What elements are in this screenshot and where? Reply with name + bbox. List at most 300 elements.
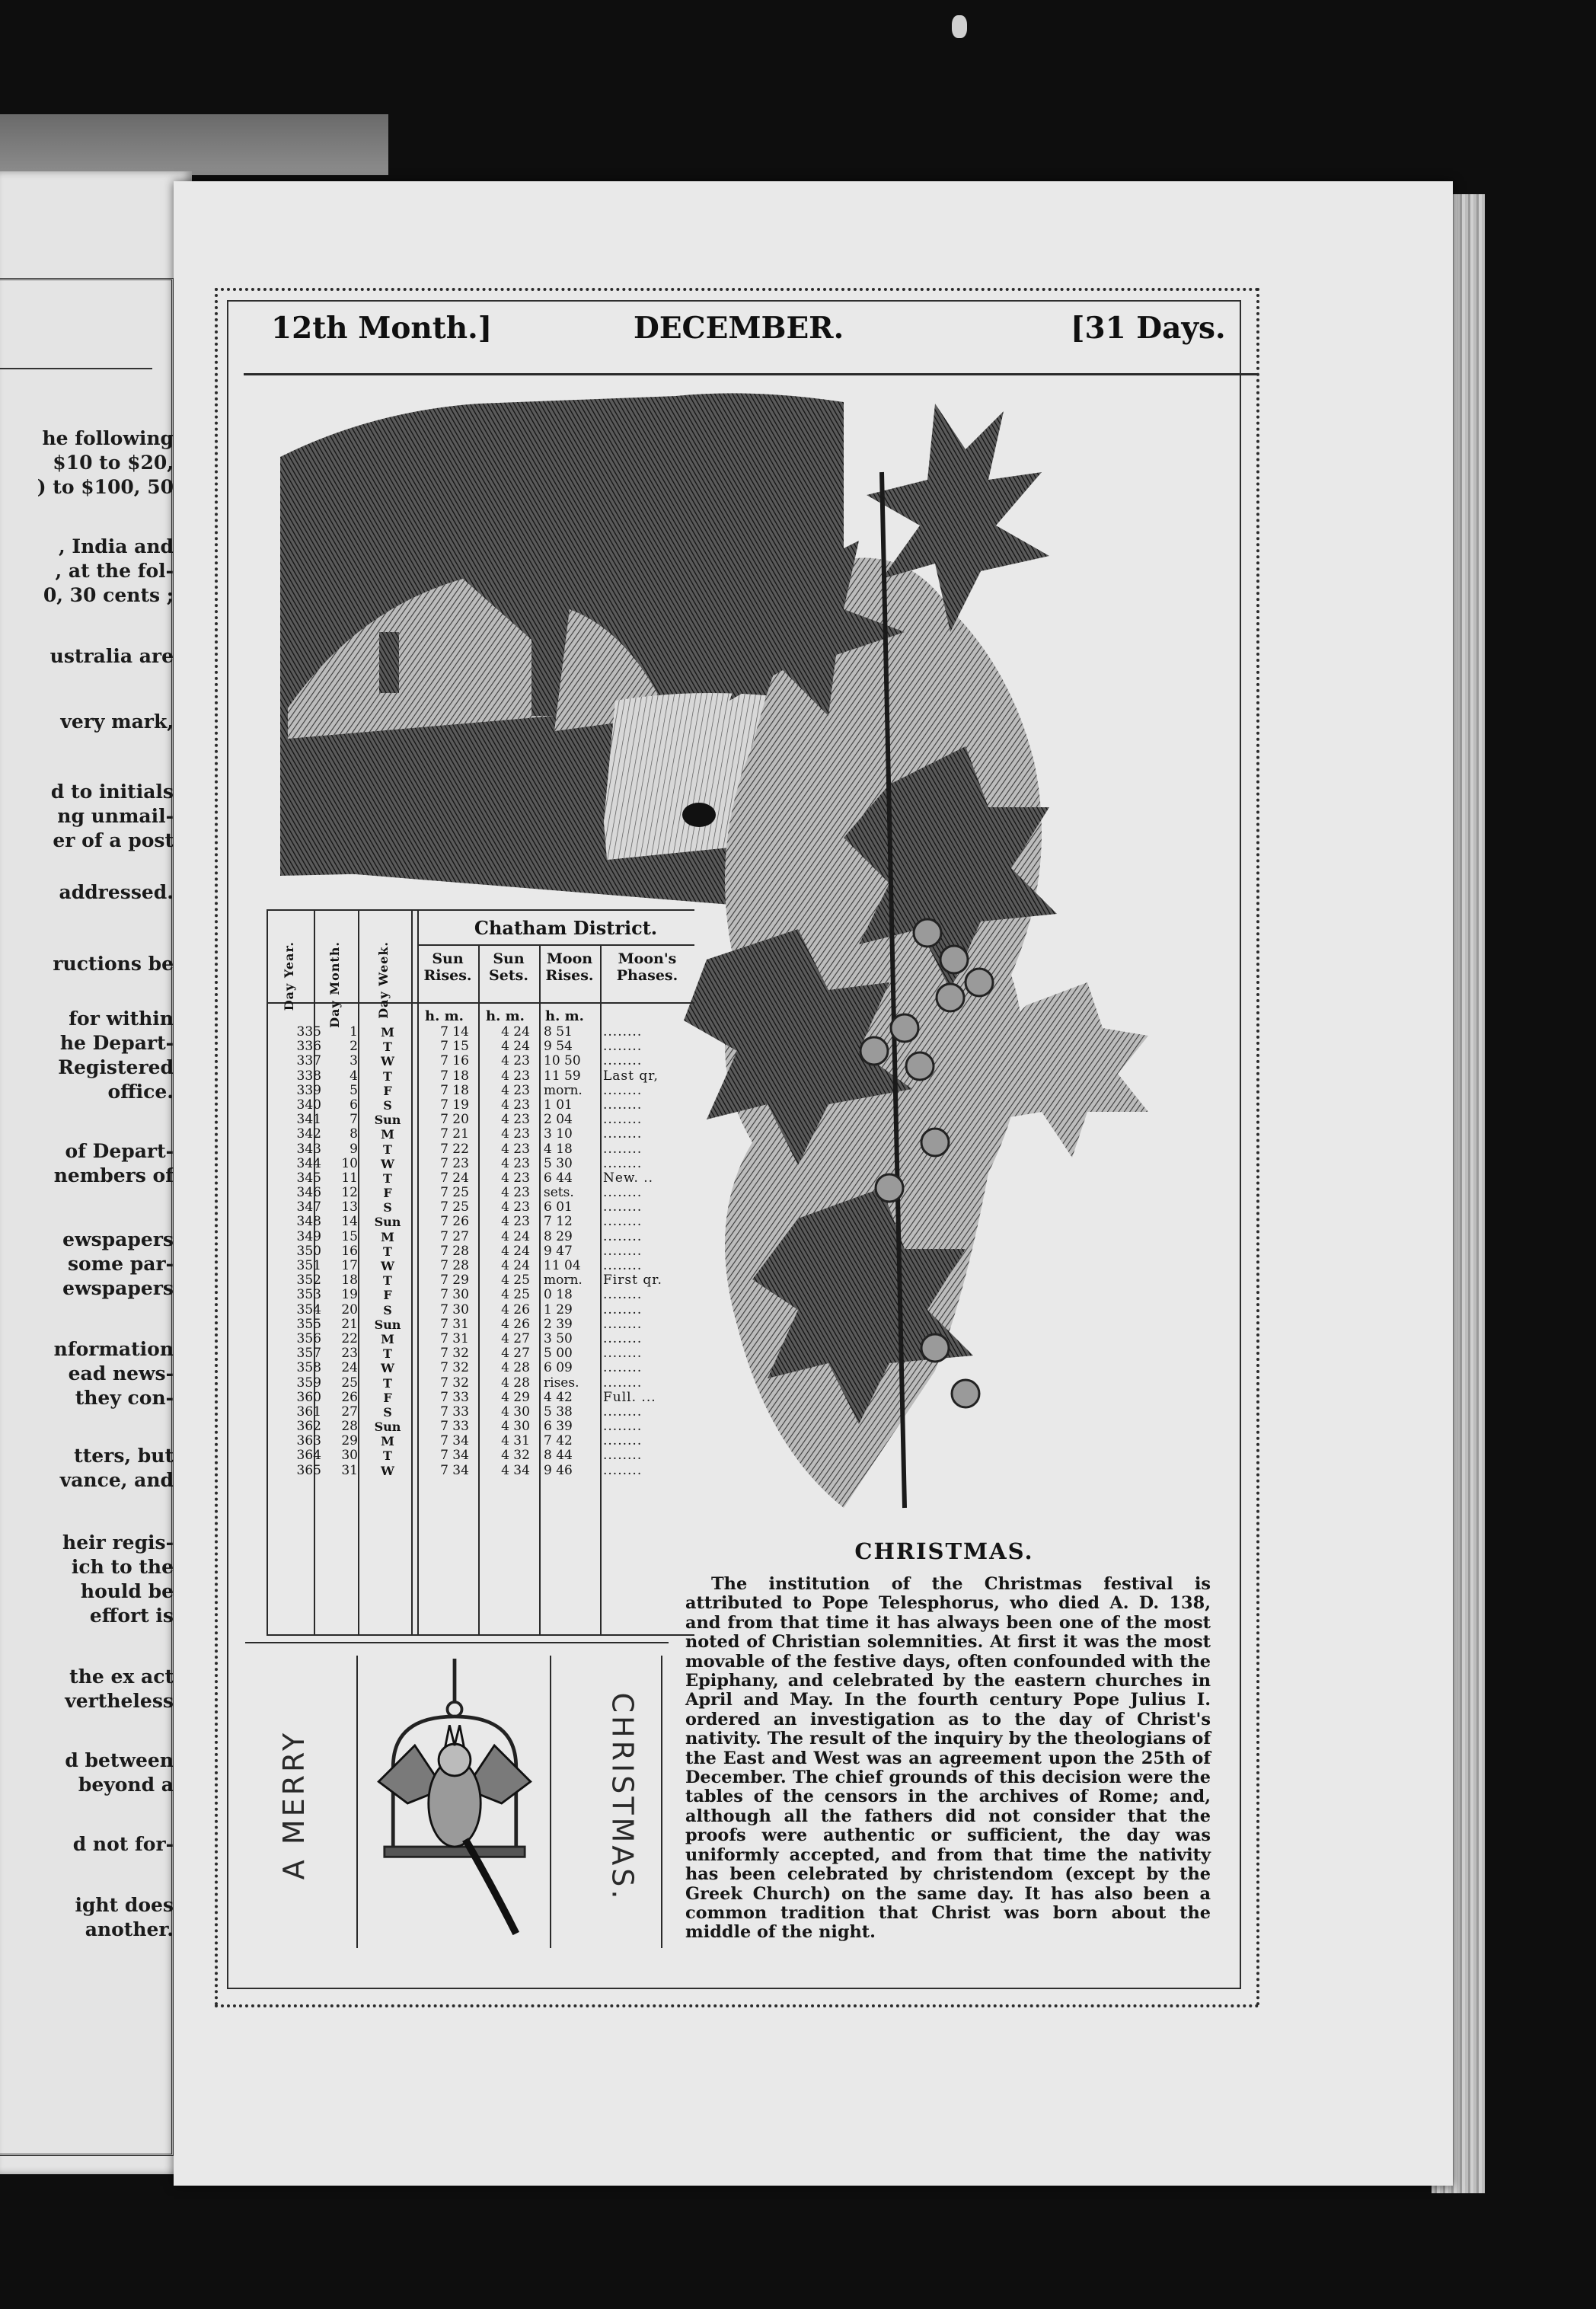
sun-rises: 7 32 bbox=[440, 1346, 469, 1362]
calendar-row bbox=[268, 1288, 694, 1302]
calendar-row bbox=[268, 1361, 694, 1375]
moon-rises: 9 54 bbox=[544, 1039, 573, 1055]
sun-sets: 4 23 bbox=[501, 1199, 530, 1215]
month-name: DECEMBER. bbox=[634, 311, 844, 346]
moon-phase: ........ bbox=[603, 1375, 643, 1391]
moon-phase: ........ bbox=[603, 1141, 643, 1157]
sun-sets: 4 29 bbox=[501, 1389, 530, 1405]
day-of-year: 356 bbox=[296, 1330, 321, 1346]
moon-rises: 7 42 bbox=[544, 1433, 573, 1449]
sun-rises: 7 31 bbox=[440, 1330, 469, 1346]
day-of-month: 6 bbox=[350, 1097, 358, 1113]
month-number: 12th Month.] bbox=[271, 311, 493, 346]
days-count: [31 Days. bbox=[1071, 311, 1226, 346]
moon-phase: ........ bbox=[603, 1360, 643, 1376]
moon-phase: ........ bbox=[603, 1097, 643, 1113]
moon-rises: 2 39 bbox=[544, 1316, 573, 1332]
moon-rises: 6 44 bbox=[544, 1170, 573, 1186]
day-of-year: 365 bbox=[296, 1462, 321, 1478]
sun-rises: 7 29 bbox=[440, 1273, 469, 1289]
left-page-line: d to initials bbox=[50, 781, 174, 803]
hm-sun-sets: h. m. bbox=[486, 1008, 525, 1024]
day-of-week: Sun bbox=[374, 1113, 401, 1128]
day-of-month: 4 bbox=[350, 1068, 358, 1084]
day-of-week: S bbox=[383, 1097, 392, 1113]
moon-phases-header: Moon's Phases. bbox=[616, 950, 678, 984]
glare-spot bbox=[952, 15, 967, 38]
calendar-row bbox=[268, 1025, 694, 1040]
day-of-year: 341 bbox=[296, 1112, 321, 1128]
parrot-in-cage-illustration bbox=[359, 1659, 550, 1948]
calendar-row bbox=[268, 1200, 694, 1215]
sun-sets: 4 34 bbox=[501, 1462, 530, 1478]
day-of-month: 2 bbox=[350, 1039, 358, 1055]
district-title: Chatham District. bbox=[474, 917, 658, 939]
left-page-line: he following bbox=[42, 427, 174, 449]
sun-sets: 4 28 bbox=[501, 1375, 530, 1391]
sun-rises-header: Sun Rises. bbox=[423, 950, 472, 984]
day-of-year: 364 bbox=[296, 1448, 321, 1464]
moon-phase: ........ bbox=[603, 1287, 643, 1303]
calendar-row bbox=[268, 1244, 694, 1259]
article-body bbox=[685, 1575, 1211, 1943]
col-day-year: Day Year. bbox=[282, 941, 296, 1011]
day-of-year: 339 bbox=[296, 1082, 321, 1098]
moon-rises: morn. bbox=[544, 1273, 583, 1289]
sun-sets: 4 27 bbox=[501, 1346, 530, 1362]
moon-phase: ........ bbox=[603, 1316, 643, 1332]
day-of-month: 1 bbox=[350, 1024, 358, 1040]
day-of-week: F bbox=[383, 1083, 392, 1098]
left-page-line: some par- bbox=[67, 1253, 174, 1275]
day-of-year: 360 bbox=[296, 1389, 321, 1405]
hm-moon-rises: h. m. bbox=[545, 1008, 584, 1024]
moon-rises: 2 04 bbox=[544, 1112, 573, 1128]
moon-rises: 11 59 bbox=[544, 1068, 581, 1084]
calendar-row bbox=[268, 1171, 694, 1186]
left-page-line: heir regis- bbox=[62, 1531, 174, 1554]
sun-sets: 4 25 bbox=[501, 1273, 530, 1289]
header-rule bbox=[417, 944, 694, 946]
day-of-month: 24 bbox=[341, 1360, 358, 1376]
sun-sets: 4 23 bbox=[501, 1141, 530, 1157]
moon-phase: ........ bbox=[603, 1039, 643, 1055]
sun-rises: 7 14 bbox=[440, 1024, 469, 1040]
left-page-line: ewspapers bbox=[62, 1228, 174, 1250]
moon-phase: ........ bbox=[603, 1024, 643, 1040]
day-of-week: Sun bbox=[374, 1420, 401, 1435]
left-page-line: d not for- bbox=[72, 1833, 174, 1855]
left-page-line: er of a post bbox=[53, 829, 174, 851]
day-of-month: 9 bbox=[350, 1141, 358, 1157]
left-page-line: of Depart- bbox=[65, 1140, 174, 1162]
day-of-month: 27 bbox=[341, 1404, 358, 1420]
moon-phase: New. .. bbox=[603, 1170, 654, 1186]
day-of-year: 347 bbox=[296, 1199, 321, 1215]
day-of-week: T bbox=[383, 1273, 392, 1289]
moon-phase: ........ bbox=[603, 1155, 643, 1171]
day-of-week: T bbox=[383, 1244, 392, 1259]
left-page bbox=[0, 171, 192, 2174]
sun-sets: 4 32 bbox=[501, 1448, 530, 1464]
moon-phase: ........ bbox=[603, 1404, 643, 1420]
moon-phase: ........ bbox=[603, 1112, 643, 1128]
day-of-year: 343 bbox=[296, 1141, 321, 1157]
article-title: CHRISTMAS. bbox=[854, 1538, 1034, 1564]
moon-rises: 4 18 bbox=[544, 1141, 573, 1157]
sun-rises: 7 32 bbox=[440, 1360, 469, 1376]
calendar-row bbox=[268, 1113, 694, 1127]
moon-phase: ........ bbox=[603, 1346, 643, 1362]
left-page-line: vance, and bbox=[59, 1469, 174, 1491]
day-of-week: T bbox=[383, 1448, 392, 1464]
sun-sets: 4 24 bbox=[501, 1258, 530, 1273]
day-of-year: 355 bbox=[296, 1316, 321, 1332]
moon-phase: Full. ... bbox=[603, 1389, 656, 1405]
calendar-row bbox=[268, 1405, 694, 1420]
calendar-rows bbox=[268, 1025, 694, 1478]
day-of-year: 342 bbox=[296, 1126, 321, 1142]
left-page-line: ight does bbox=[75, 1894, 174, 1916]
calendar-row bbox=[268, 1332, 694, 1346]
sun-sets: 4 24 bbox=[501, 1228, 530, 1244]
greeting-left: A MERRY bbox=[277, 1729, 311, 1880]
day-of-month: 18 bbox=[341, 1273, 358, 1289]
moon-rises: 6 01 bbox=[544, 1199, 573, 1215]
sun-sets: 4 30 bbox=[501, 1419, 530, 1435]
calendar-row bbox=[268, 1273, 694, 1288]
sun-sets: 4 23 bbox=[501, 1126, 530, 1142]
sun-sets: 4 24 bbox=[501, 1024, 530, 1040]
moon-rises: rises. bbox=[544, 1375, 579, 1391]
left-page-rule bbox=[0, 368, 152, 369]
day-of-year: 344 bbox=[296, 1155, 321, 1171]
moon-phase: ........ bbox=[603, 1228, 643, 1244]
left-page-line: d between bbox=[65, 1749, 174, 1771]
day-of-year: 362 bbox=[296, 1419, 321, 1435]
day-of-month: 16 bbox=[341, 1243, 358, 1259]
moon-rises: 1 29 bbox=[544, 1301, 573, 1317]
day-of-week: T bbox=[383, 1346, 392, 1362]
moon-rises: 3 10 bbox=[544, 1126, 573, 1142]
calendar-row bbox=[268, 1054, 694, 1068]
moon-rises: 4 42 bbox=[544, 1389, 573, 1405]
sun-rises: 7 18 bbox=[440, 1068, 469, 1084]
day-of-month: 31 bbox=[341, 1462, 358, 1478]
calendar-row bbox=[268, 1069, 694, 1084]
left-page-line: another. bbox=[85, 1918, 174, 1940]
sun-sets: 4 23 bbox=[501, 1082, 530, 1098]
left-page-line: Registered bbox=[58, 1056, 174, 1078]
day-of-year: 359 bbox=[296, 1375, 321, 1391]
day-of-year: 353 bbox=[296, 1287, 321, 1303]
sun-sets: 4 27 bbox=[501, 1330, 530, 1346]
hm-sun-rises: h. m. bbox=[425, 1008, 464, 1024]
calendar-row bbox=[268, 1142, 694, 1157]
sun-sets: 4 31 bbox=[501, 1433, 530, 1449]
calendar-row bbox=[268, 1259, 694, 1273]
day-of-month: 12 bbox=[341, 1185, 358, 1201]
moon-phase: ........ bbox=[603, 1053, 643, 1069]
left-page-line: for within bbox=[69, 1008, 174, 1030]
calendar-row bbox=[268, 1157, 694, 1171]
left-page-line: very mark, bbox=[60, 711, 174, 733]
day-of-month: 8 bbox=[350, 1126, 358, 1142]
left-page-line: effort is bbox=[89, 1605, 174, 1627]
sun-sets: 4 24 bbox=[501, 1243, 530, 1259]
day-of-month: 20 bbox=[341, 1301, 358, 1317]
day-of-month: 10 bbox=[341, 1155, 358, 1171]
day-of-year: 357 bbox=[296, 1346, 321, 1362]
moon-rises: morn. bbox=[544, 1082, 583, 1098]
day-of-month: 25 bbox=[341, 1375, 358, 1391]
moon-rises: 10 50 bbox=[544, 1053, 581, 1069]
sun-rises: 7 26 bbox=[440, 1214, 469, 1230]
day-of-year: 335 bbox=[296, 1024, 321, 1040]
day-of-week: W bbox=[381, 1361, 394, 1376]
sun-sets: 4 30 bbox=[501, 1404, 530, 1420]
left-page-line: beyond a bbox=[78, 1774, 174, 1796]
sun-rises: 7 34 bbox=[440, 1448, 469, 1464]
moon-phase: ........ bbox=[603, 1126, 643, 1142]
sun-rises: 7 24 bbox=[440, 1170, 469, 1186]
day-of-year: 350 bbox=[296, 1243, 321, 1259]
sun-rises: 7 15 bbox=[440, 1039, 469, 1055]
greeting-box bbox=[245, 1642, 669, 1948]
day-of-year: 349 bbox=[296, 1228, 321, 1244]
day-of-week: M bbox=[381, 1229, 394, 1244]
sun-sets: 4 23 bbox=[501, 1053, 530, 1069]
sun-rises: 7 34 bbox=[440, 1433, 469, 1449]
day-of-year: 338 bbox=[296, 1068, 321, 1084]
sun-rises: 7 30 bbox=[440, 1301, 469, 1317]
day-of-month: 14 bbox=[341, 1214, 358, 1230]
left-page-line: , at the fol- bbox=[55, 560, 174, 582]
left-page-line: office. bbox=[107, 1081, 174, 1103]
moon-phase: Last qr, bbox=[603, 1068, 659, 1084]
sun-sets: 4 26 bbox=[501, 1316, 530, 1332]
sun-sets: 4 23 bbox=[501, 1112, 530, 1128]
calendar-row bbox=[268, 1215, 694, 1229]
day-of-week: W bbox=[381, 1156, 394, 1171]
sun-sets: 4 23 bbox=[501, 1155, 530, 1171]
moon-phase: ........ bbox=[603, 1433, 643, 1449]
moon-phase: ........ bbox=[603, 1448, 643, 1464]
day-of-year: 352 bbox=[296, 1273, 321, 1289]
day-of-week: F bbox=[383, 1390, 392, 1405]
day-of-week: T bbox=[383, 1068, 392, 1084]
day-of-month: 11 bbox=[341, 1170, 358, 1186]
sun-rises: 7 33 bbox=[440, 1419, 469, 1435]
calendar-row bbox=[268, 1127, 694, 1142]
sun-rises: 7 28 bbox=[440, 1243, 469, 1259]
day-of-week: Sun bbox=[374, 1215, 401, 1230]
moon-rises: 6 39 bbox=[544, 1419, 573, 1435]
day-of-month: 23 bbox=[341, 1346, 358, 1362]
sun-rises: 7 33 bbox=[440, 1389, 469, 1405]
left-page-line: , India and bbox=[58, 535, 174, 557]
calendar-row bbox=[268, 1230, 694, 1244]
left-page-line: the ex act bbox=[69, 1665, 174, 1688]
sun-sets: 4 26 bbox=[501, 1301, 530, 1317]
moon-rises: 5 30 bbox=[544, 1155, 573, 1171]
left-page-line: vertheless bbox=[65, 1690, 174, 1712]
day-of-week: Sun bbox=[374, 1317, 401, 1332]
left-page-line: ustralia are bbox=[49, 645, 174, 667]
day-of-year: 340 bbox=[296, 1097, 321, 1113]
left-page-line: they con- bbox=[75, 1387, 174, 1409]
left-page-line: ng unmail- bbox=[57, 805, 174, 827]
calendar-row bbox=[268, 1448, 694, 1463]
moon-phase: ........ bbox=[603, 1462, 643, 1478]
box-rule bbox=[661, 1656, 662, 1948]
calendar-row bbox=[268, 1391, 694, 1405]
sun-sets-header: Sun Sets. bbox=[489, 950, 528, 984]
day-of-month: 3 bbox=[350, 1053, 358, 1069]
day-of-month: 28 bbox=[341, 1419, 358, 1435]
moon-rises: 5 00 bbox=[544, 1346, 573, 1362]
moon-phase: ........ bbox=[603, 1082, 643, 1098]
day-of-month: 13 bbox=[341, 1199, 358, 1215]
day-of-week: M bbox=[381, 1025, 394, 1040]
day-of-week: W bbox=[381, 1463, 394, 1478]
sun-rises: 7 30 bbox=[440, 1287, 469, 1303]
left-page-line: ) to $100, 50 bbox=[37, 476, 174, 498]
moon-rises: 3 50 bbox=[544, 1330, 573, 1346]
day-of-month: 30 bbox=[341, 1448, 358, 1464]
left-page-line: ead news- bbox=[68, 1362, 174, 1384]
sun-rises: 7 16 bbox=[440, 1053, 469, 1069]
calendar-row bbox=[268, 1420, 694, 1434]
left-page-line: ructions be bbox=[53, 953, 174, 975]
day-of-month: 29 bbox=[341, 1433, 358, 1449]
left-page-line: hould be bbox=[80, 1580, 174, 1602]
left-page-line: tters, but bbox=[74, 1445, 174, 1467]
moon-rises: 9 47 bbox=[544, 1243, 573, 1259]
calendar-row bbox=[268, 1317, 694, 1332]
moon-phase: ........ bbox=[603, 1199, 643, 1215]
sun-rises: 7 27 bbox=[440, 1228, 469, 1244]
moon-phase: ........ bbox=[603, 1419, 643, 1435]
sun-rises: 7 22 bbox=[440, 1141, 469, 1157]
day-of-year: 345 bbox=[296, 1170, 321, 1186]
sun-sets: 4 23 bbox=[501, 1185, 530, 1201]
day-of-year: 348 bbox=[296, 1214, 321, 1230]
col-day-month: Day Month. bbox=[327, 941, 342, 1028]
sun-rises: 7 31 bbox=[440, 1316, 469, 1332]
left-page-line: ewspapers bbox=[62, 1277, 174, 1299]
left-page-line: $10 to $20, bbox=[53, 452, 174, 474]
sun-rises: 7 19 bbox=[440, 1097, 469, 1113]
sun-sets: 4 23 bbox=[501, 1068, 530, 1084]
calendar-row bbox=[268, 1303, 694, 1317]
moon-phase: First qr. bbox=[603, 1273, 662, 1289]
day-of-month: 5 bbox=[350, 1082, 358, 1098]
day-of-week: T bbox=[383, 1142, 392, 1157]
left-page-line: he Depart- bbox=[59, 1032, 174, 1054]
moon-rises: 11 04 bbox=[544, 1258, 581, 1273]
sun-rises: 7 34 bbox=[440, 1462, 469, 1478]
sun-rises: 7 33 bbox=[440, 1404, 469, 1420]
day-of-month: 19 bbox=[341, 1287, 358, 1303]
box-rule bbox=[550, 1656, 551, 1948]
article-text: The institution of the Christmas festival is attributed to Pope Telesphorus, who died A. D. 138, and from that time it has always been one of the most noted of Christian solemnities. At first it was the most movable of the festive days, often confounded with the Epiphany, and celebrated by the eastern churches in April and May. In the fourth century Pope Julius I. ordered an investigation as to the day of Christ's nativity. The result of the inquiry by the theologians of the East and West was an agreement upon the 25th of December. The chief grounds of this decision were the tables of the censors in the archives of Rome; and, although all the fathers did not consider that the proofs were authentic or sufficient, the day was uniformly accepted, and from that time the nativity has been celebrated by christendom (except by the Greek Church) on the same day. It has also been a common tradition that Christ was born about the middle of the night. bbox=[685, 1574, 1211, 1943]
day-of-week: M bbox=[381, 1434, 394, 1449]
moon-rises: sets. bbox=[544, 1185, 574, 1201]
moon-phase: ........ bbox=[603, 1301, 643, 1317]
calendar-row bbox=[268, 1186, 694, 1200]
sun-sets: 4 23 bbox=[501, 1214, 530, 1230]
book-edge-top bbox=[0, 114, 388, 175]
calendar-row bbox=[268, 1040, 694, 1054]
moon-rises: 0 18 bbox=[544, 1287, 573, 1303]
sun-rises: 7 18 bbox=[440, 1082, 469, 1098]
day-of-week: S bbox=[383, 1200, 392, 1215]
moon-phase: ........ bbox=[603, 1258, 643, 1273]
left-page-line: 0, 30 cents ; bbox=[43, 584, 174, 606]
day-of-week: W bbox=[381, 1054, 394, 1069]
moon-rises-header: Moon Rises. bbox=[545, 950, 594, 984]
day-of-week: T bbox=[383, 1170, 392, 1186]
calendar-row bbox=[268, 1098, 694, 1113]
sun-rises: 7 28 bbox=[440, 1258, 469, 1273]
calendar-row bbox=[268, 1464, 694, 1478]
calendar-row bbox=[268, 1084, 694, 1098]
moon-rises: 1 01 bbox=[544, 1097, 573, 1113]
sun-rises: 7 32 bbox=[440, 1375, 469, 1391]
day-of-week: T bbox=[383, 1040, 392, 1055]
day-of-year: 337 bbox=[296, 1053, 321, 1069]
day-of-month: 26 bbox=[341, 1389, 358, 1405]
day-of-week: S bbox=[383, 1404, 392, 1420]
day-of-month: 17 bbox=[341, 1258, 358, 1273]
moon-rises: 6 09 bbox=[544, 1360, 573, 1376]
day-of-week: S bbox=[383, 1302, 392, 1317]
moon-rises: 8 29 bbox=[544, 1228, 573, 1244]
day-of-week: F bbox=[383, 1288, 392, 1303]
left-page-line: nformation bbox=[53, 1338, 174, 1360]
day-of-year: 363 bbox=[296, 1433, 321, 1449]
header-rule bbox=[244, 373, 1258, 375]
moon-rises: 9 46 bbox=[544, 1462, 573, 1478]
moon-phase: ........ bbox=[603, 1185, 643, 1201]
greeting-right: CHRISTMAS. bbox=[605, 1692, 640, 1902]
moon-rises: 8 44 bbox=[544, 1448, 573, 1464]
sun-rises: 7 21 bbox=[440, 1126, 469, 1142]
sun-rises: 7 25 bbox=[440, 1185, 469, 1201]
sun-sets: 4 23 bbox=[501, 1097, 530, 1113]
calendar-row bbox=[268, 1346, 694, 1361]
day-of-month: 22 bbox=[341, 1330, 358, 1346]
left-page-line: nembers of bbox=[53, 1164, 174, 1186]
day-of-week: W bbox=[381, 1259, 394, 1273]
day-of-month: 21 bbox=[341, 1316, 358, 1332]
day-of-year: 361 bbox=[296, 1404, 321, 1420]
day-of-year: 351 bbox=[296, 1258, 321, 1273]
left-page-line: ich to the bbox=[71, 1556, 174, 1578]
sun-sets: 4 28 bbox=[501, 1360, 530, 1376]
day-of-week: T bbox=[383, 1375, 392, 1391]
moon-phase: ........ bbox=[603, 1214, 643, 1230]
sun-rises: 7 25 bbox=[440, 1199, 469, 1215]
sun-rises: 7 20 bbox=[440, 1112, 469, 1128]
day-of-month: 7 bbox=[350, 1112, 358, 1128]
moon-phase: ........ bbox=[603, 1330, 643, 1346]
day-of-year: 354 bbox=[296, 1301, 321, 1317]
box-rule bbox=[356, 1656, 358, 1948]
sun-sets: 4 24 bbox=[501, 1039, 530, 1055]
day-of-week: M bbox=[381, 1331, 394, 1346]
